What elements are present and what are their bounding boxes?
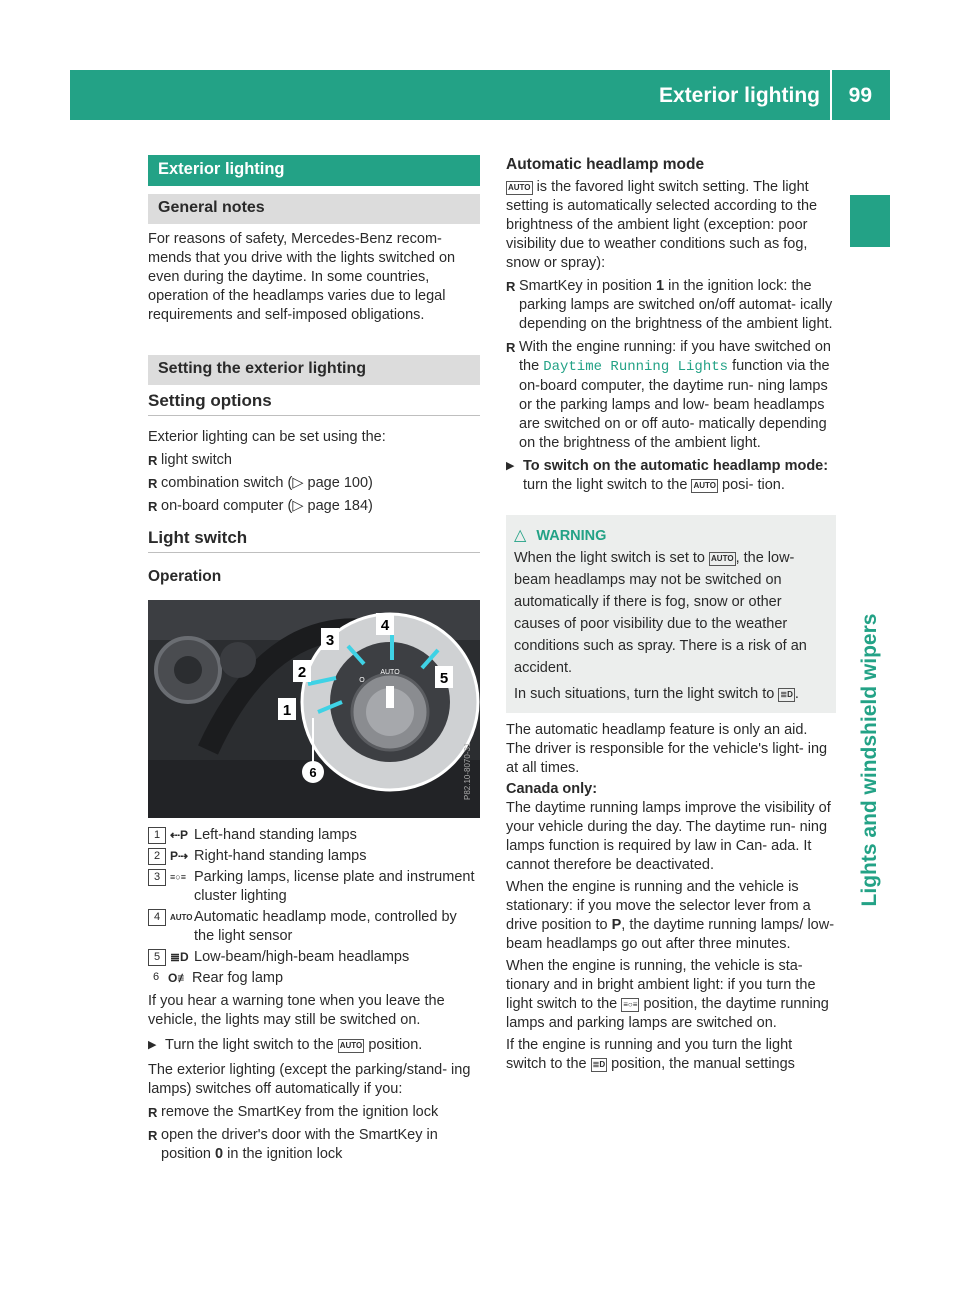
side-tab-label: Lights and windshield wipers xyxy=(858,613,881,907)
legend-item-1 xyxy=(148,826,480,845)
side-tab-marker xyxy=(850,195,890,247)
bullet-text: in the ignition lock xyxy=(227,1146,343,1162)
bullet-item: R light switch xyxy=(148,451,480,470)
light-switch-illustration xyxy=(148,600,480,818)
manual-settings-text xyxy=(506,1036,836,1074)
bullet-item: R combination switch (▷ page 100) xyxy=(148,474,480,493)
knob-label-off: O xyxy=(359,677,365,684)
legend-text: Automatic headlamp mode, controlled by the light sensor xyxy=(194,909,457,944)
legend-item-4 xyxy=(148,908,480,946)
switches-off-text: The exterior lighting (except the parking/stand- ing lamps) switches off automatically if you: xyxy=(148,1062,471,1097)
step-text: position. xyxy=(368,1037,423,1053)
legend-text: Low-beam/high-beam headlamps xyxy=(194,949,410,965)
legend-number: 3 xyxy=(148,869,166,886)
general-notes-text: For reasons of safety, Mercedes-Benz recom- mends that you drive with the lights switched on even during the daytime. In some countries, operation of the headlamps varies due to legal requirements and self-imposed obligations. xyxy=(148,231,456,323)
right-standing-lamp-icon: P⇢ xyxy=(170,849,189,863)
paragraph-part: When the engine is running, the vehicle is sta- tionary and in bright ambient light: if you turn the light switch to the xyxy=(506,958,816,1012)
aid-text: The automatic headlamp feature is only an aid. The driver is responsible for the vehicle's light- ing at all times. xyxy=(506,722,828,776)
warning-header xyxy=(514,525,828,547)
legend-number: 6 xyxy=(152,971,160,983)
setting-options-heading: Setting options xyxy=(148,391,480,416)
bullet-text: in the ignition lock: the parking lamps are switched on/off automat- ically depending on the brightness of the ambient light. xyxy=(519,278,833,332)
bullet-text: SmartKey in position xyxy=(519,278,652,294)
position-value: 0 xyxy=(215,1146,224,1162)
warning-advice: In such situations, turn the light switch to ≣D . xyxy=(514,686,799,702)
legend-text: Rear fog lamp xyxy=(192,970,284,986)
paragraph-part: If the engine is running and you turn the light switch to the xyxy=(506,1037,793,1072)
warning-tone-text: If you hear a warning tone when you leave the vehicle, the lights may still be switched on. xyxy=(148,993,445,1028)
paragraph-part: , the daytime running lamps/ low-beam headlamps go out after three minutes. xyxy=(506,917,835,952)
warning-text-part: In such situations, turn the light switch to xyxy=(514,686,775,702)
auto-icon: AUTO xyxy=(709,552,736,566)
instruction-step xyxy=(148,1036,480,1055)
warning-text-part: , the low- beam headlamps may not be switched on automatically if there is fog, snow or other causes of poor visibility due to the weather conditions such as spray. There is a risk of an accident. xyxy=(514,550,807,676)
step-text: Turn the light switch to the xyxy=(165,1037,334,1053)
step-bold: To switch on the automatic headlamp mode: xyxy=(523,458,829,474)
paragraph-part: position, the daytime running lamps and parking lamps are switched on. xyxy=(506,996,829,1031)
low-beam-icon: ≣D xyxy=(170,950,189,964)
general-notes-heading: General notes xyxy=(148,194,480,224)
warning-text-part: When the light switch is set to xyxy=(514,550,705,566)
canada-text: The daytime running lamps improve the visibility of your vehicle during the day. The daytime run- ning lamps function is required by law in Can- ada. It cannot therefore be deactivated. xyxy=(506,800,831,873)
knob-label-auto: AUTO xyxy=(380,669,400,676)
operation-heading: Operation xyxy=(148,568,222,585)
bullet-item xyxy=(506,338,836,453)
bullet-text: open the driver's door with the SmartKey in position xyxy=(161,1127,438,1162)
rear-fog-icon: O≢ xyxy=(168,971,190,985)
left-column xyxy=(148,155,480,1164)
setting-intro: Exterior lighting can be set using the: xyxy=(148,429,386,445)
auto-mode-desc: is the favored light switch setting. The light setting is automatically selected according to the brightness of the ambient light (exception: poor visibility due to weather conditions such as fog, snow or spray): xyxy=(506,179,818,271)
auto-icon: AUTO xyxy=(506,181,533,195)
callout-4: 4 xyxy=(380,617,390,634)
callout-5: 5 xyxy=(439,670,449,687)
paragraph-part: When the engine is running and the vehicle is stationary: if you move the selector lever from a drive position to xyxy=(506,879,811,933)
header-divider xyxy=(830,70,832,120)
selector-position: P xyxy=(611,917,622,933)
low-beam-icon: ≣D xyxy=(591,1058,607,1072)
left-standing-lamp-icon: ⇠P xyxy=(170,828,189,842)
warning-text xyxy=(514,547,828,679)
page-header xyxy=(70,70,890,120)
legend-item-6 xyxy=(148,969,480,988)
auto-icon: AUTO xyxy=(338,1039,365,1053)
section-title: Exterior lighting xyxy=(148,155,480,186)
stationary-text xyxy=(506,878,836,954)
paragraph-part: position, the manual settings xyxy=(611,1056,795,1072)
right-column xyxy=(506,155,836,1074)
step-text: posi- tion. xyxy=(722,477,785,493)
legend-text: Right-hand standing lamps xyxy=(194,848,367,864)
figure-code: P82.10-8070-31 xyxy=(463,742,472,800)
bullet-text: With the engine running: if you have switched on the xyxy=(519,339,831,374)
legend-number: 1 xyxy=(148,827,166,844)
legend-text: Parking lamps, license plate and instrument cluster lighting xyxy=(194,869,475,904)
header-title: Exterior lighting xyxy=(658,84,820,107)
setting-heading: Setting the exterior lighting xyxy=(148,355,480,385)
warning-triangle-icon: △ xyxy=(514,527,527,544)
legend-item-3 xyxy=(148,868,480,906)
legend-item-5 xyxy=(148,948,480,967)
light-switch-figure xyxy=(148,600,480,818)
legend-number: 5 xyxy=(148,949,166,966)
legend-number: 4 xyxy=(148,909,166,926)
position-value: 1 xyxy=(656,278,665,294)
page-number: 99 xyxy=(848,84,872,107)
callout-3: 3 xyxy=(325,632,335,649)
step-text: turn the light switch to the xyxy=(523,477,688,493)
callout-6: 6 xyxy=(309,765,317,780)
light-switch-heading: Light switch xyxy=(148,528,480,553)
parking-lamps-icon: ≡○≡ xyxy=(621,998,639,1012)
legend-number: 2 xyxy=(148,848,166,865)
auto-icon: AUTO xyxy=(691,479,718,493)
legend-text: Left-hand standing lamps xyxy=(194,827,357,843)
warning-box xyxy=(506,515,836,713)
bullet-item: R remove the SmartKey from the ignition lock xyxy=(148,1103,480,1122)
callout-2: 2 xyxy=(297,664,307,681)
auto-icon: AUTO xyxy=(170,913,193,922)
warning-title: WARNING xyxy=(536,528,607,544)
bullet-item: R on-board computer (▷ page 184) xyxy=(148,497,480,516)
parking-lamps-icon: ≡○≡ xyxy=(170,872,186,882)
bullet-text: function via the on-board computer, the daytime run- ning lamps or the parking lamps and low- beam headlamps are switched on or off auto- matically depending on the brightness of the ambient light. xyxy=(519,358,830,451)
legend-item-2 xyxy=(148,847,480,866)
bullet-item xyxy=(148,1126,480,1164)
auto-mode-heading: Automatic headlamp mode xyxy=(506,156,705,173)
callout-1: 1 xyxy=(282,702,292,719)
auto-mode-text xyxy=(506,178,836,273)
low-beam-icon: ≣D xyxy=(778,688,794,702)
bright-light-text xyxy=(506,957,836,1033)
bullet-item xyxy=(506,277,836,334)
canada-heading: Canada only: xyxy=(506,781,598,797)
menu-function-name: Daytime Running Lights xyxy=(543,359,729,375)
instruction-step xyxy=(506,457,836,495)
